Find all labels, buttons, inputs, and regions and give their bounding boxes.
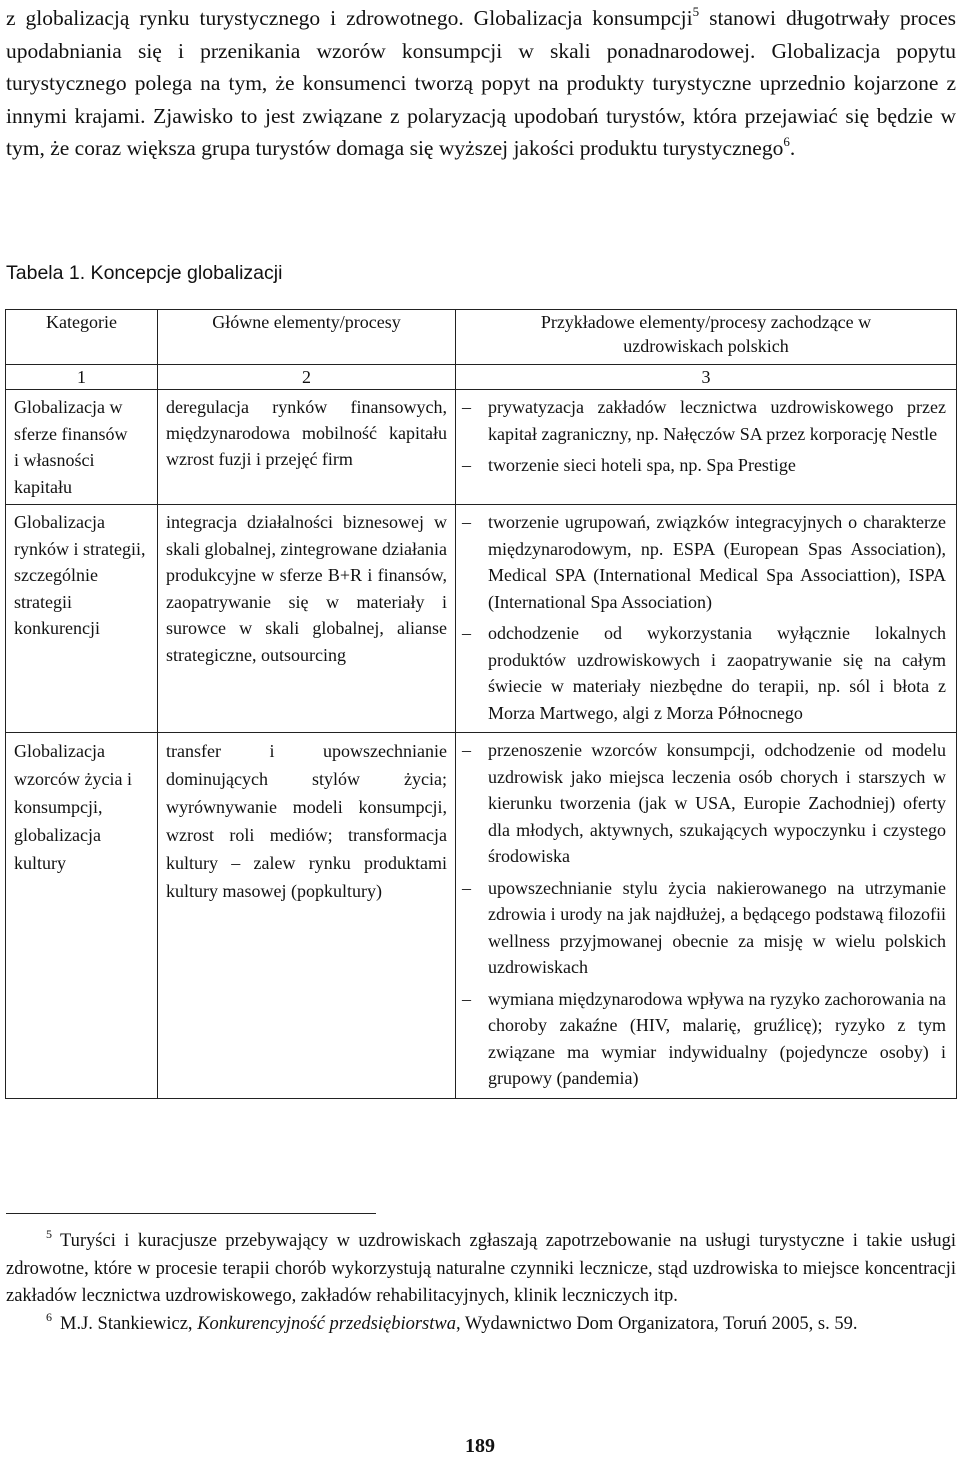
column-number-row	[6, 365, 957, 390]
example-item	[462, 620, 946, 726]
footnotes	[6, 1228, 956, 1338]
intro-text-part1: z globalizacją rynku turystycznego i zdrowotnego. Globalizacja konsumpcji	[6, 6, 693, 30]
elements-cell: transfer i upowszechnianie dominujących stylów życia; wyrównywanie modeli konsumpcji, wzrost roli mediów; transformacja kultury – zalew rynku produktami kultury masowej (popkultury)	[158, 733, 456, 1099]
intro-text-part2: stanowi długotrwały proces upodabniania się i przenikania wzorów konsumpcji w skali ponadnarodowej. Globalizacja popytu turystycznego polega na tym, że konsumenci tworzą popyt na produkty turystyczne uprzednio kojarzone z innymi krajami. Zjawisko to jest związane z polaryzacją upodobań turystów, która przejawiać się będzie w tym, że coraz większa grupa turystów domaga się wyższej jakości produktu turystycznego	[6, 6, 956, 160]
header-main-elements: Główne elementy/procesy	[158, 310, 456, 365]
examples-cell	[456, 505, 957, 733]
category-cell: Globalizacja w sferze finansów i własności kapitału	[6, 390, 158, 505]
example-text: wymiana międzynarodowa wpływa na ryzyko zachorowania na choroby zakaźne (HIV, malarię, gruźlicę); ryzyko z tym związane ma wymiar indywidualny (pojedyncze osoby) i grupowy (pandemia)	[488, 988, 946, 1088]
column-number: 1	[6, 365, 158, 390]
examples-cell	[456, 733, 957, 1099]
example-item	[462, 986, 946, 1092]
examples-cell	[456, 390, 957, 505]
example-item	[462, 509, 946, 615]
example-item	[462, 737, 946, 870]
category-cell: Globalizacja wzorców życia i konsumpcji, globalizacja kultury	[6, 733, 158, 1099]
elements-cell: deregulacja rynków finansowych, międzynarodowa mobilność kapitału wzrost fuzji i przejęć firm	[158, 390, 456, 505]
dash-bullet: –	[462, 455, 471, 475]
intro-paragraph	[6, 2, 956, 165]
footnote-number: 6	[46, 1309, 52, 1324]
footnote-6	[6, 1311, 956, 1339]
table-row	[6, 390, 957, 505]
example-text: tworzenie sieci hoteli spa, np. Spa Prestige	[488, 455, 796, 475]
intro-text-part3: .	[789, 136, 796, 160]
page-number: 189	[465, 1435, 495, 1457]
column-number: 3	[456, 365, 957, 390]
footnote-book-title: Konkurencyjność przedsiębiorstwa	[197, 1313, 456, 1334]
globalization-table	[5, 309, 957, 1099]
example-text: tworzenie ugrupowań, związków integracyjnych o charakterze międzynarodowym, np. ESPA (European Spas Association), Medical SPA (International Medical Spa Associattion), ISPA (International Spa Association)	[488, 512, 946, 612]
footnote-publisher: , Wydawnictwo Dom Organizatora, Toruń 2005, s. 59.	[456, 1313, 858, 1334]
table-row	[6, 733, 957, 1099]
dash-bullet: –	[462, 512, 471, 532]
example-item	[462, 452, 946, 479]
column-number: 2	[158, 365, 456, 390]
table-caption: Tabela 1. Koncepcje globalizacji	[6, 262, 283, 284]
dash-bullet: –	[462, 397, 471, 417]
elements-cell: integracja działalności biznesowej w skali globalnej, zintegrowane działania produkcyjne w sferze B+R i finansów, zaopatrywanie się w materiały i surowce w skali globalnej, alianse strategiczne, outsourcing	[158, 505, 456, 733]
footnote-number: 5	[46, 1227, 52, 1241]
dash-bullet: –	[462, 740, 471, 760]
dash-bullet: –	[462, 877, 471, 898]
category-cell: Globalizacja rynków i strategii, szczególnie strategii konkurencji	[6, 505, 158, 733]
header-examples: Przykładowe elementy/procesy zachodzące w uzdrowiskach polskich	[456, 310, 957, 365]
table-row	[6, 505, 957, 733]
footnote-5	[6, 1228, 956, 1311]
footnote-separator	[6, 1213, 376, 1214]
example-item	[462, 394, 946, 447]
dash-bullet: –	[462, 988, 471, 1009]
footnote-ref-6[interactable]: 6	[783, 134, 790, 149]
header-categories: Kategorie	[6, 310, 158, 365]
dash-bullet: –	[462, 623, 471, 643]
example-text: prywatyzacja zakładów lecznictwa uzdrowiskowego przez kapitał zagraniczny, np. Nałęczów SA przez korporację Nestle	[488, 397, 946, 444]
footnote-author: M.J. Stankiewicz,	[60, 1313, 198, 1334]
footnote-text: Turyści i kuracjusze przebywający w uzdrowiskach zgłaszają zapotrzebowanie na usługi turystyczne i takie usługi zdrowotne, które w procesie terapii chorób wykorzystują naturalne czynniki lecznicze, stąd uzdrowiska to miejsce koncentracji zakładów lecznictwa uzdrowiskowego, zakładów rehabilitacyjnych, klinik leczniczych itp.	[6, 1231, 956, 1306]
footnote-ref-5[interactable]: 5	[692, 4, 700, 19]
example-item	[462, 875, 946, 981]
example-text: odchodzenie od wykorzystania wyłącznie lokalnych produktów uzdrowiskowych i zaopatrywanie się na całym świecie w materiały niezbędne do terapii, np. sól i błota z Morza Martwego, algi z Morza Północnego	[488, 623, 946, 723]
table-header-row	[6, 310, 957, 365]
example-text: przenoszenie wzorców konsumpcji, odchodzenie od modelu uzdrowisk jako miejsca leczenia osób chorych i starszych w kierunku tworzenia (jak w USA, Europie Zachodniej) oferty dla młodych, aktywnych, szukających wypoczynku i czystego środowiska	[488, 740, 946, 866]
example-text: upowszechnianie stylu życia nakierowanego na utrzymanie zdrowia i urody na jak najdłużej, a będącego podstawą filozofii wellness przyjmowanej obecnie za misję w wielu polskich uzdrowiskach	[488, 877, 946, 977]
